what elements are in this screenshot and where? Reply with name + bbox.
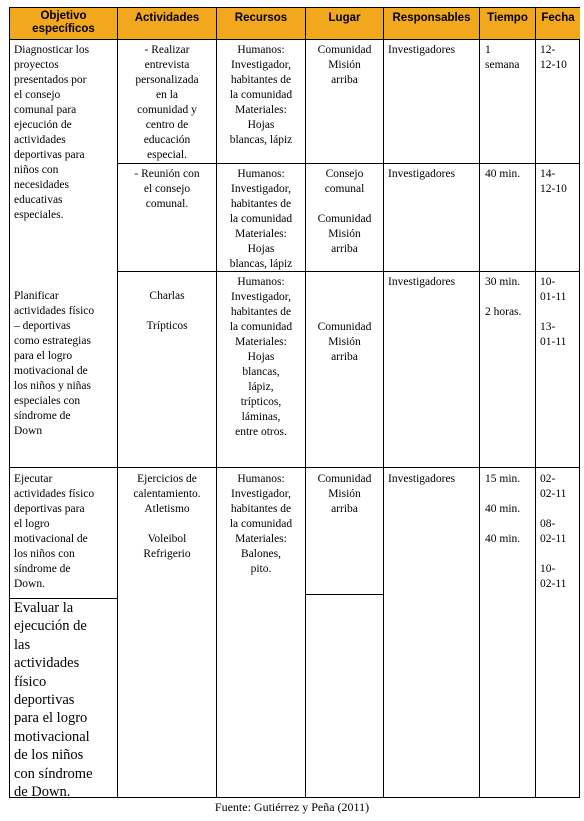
responsables-cell-1 <box>384 40 480 164</box>
recursos-cell-3 <box>217 272 306 468</box>
responsables-4: Investigadores <box>388 473 456 485</box>
responsables-cell-4 <box>384 468 480 798</box>
tiempo-4: 15 min. 40 min. 40 min. <box>485 473 521 545</box>
fecha-2: 14- 12-10 <box>540 168 567 195</box>
tiempo-cell-2 <box>480 164 536 272</box>
tiempo-cell-3 <box>480 272 536 468</box>
lugar-cell-4 <box>306 468 384 595</box>
responsables-2: Investigadores <box>388 168 456 180</box>
lugar-2: Consejo comunal Comunidad Misión arriba <box>317 168 372 255</box>
recursos-cell-2 <box>217 164 306 272</box>
lugar-cell-2 <box>306 164 384 272</box>
header-responsables-text: Responsables <box>392 12 471 24</box>
actividad-cell-1 <box>118 40 217 164</box>
lugar-cell-1 <box>306 40 384 164</box>
objetivo-cell-1 <box>10 40 118 468</box>
header-recursos <box>217 8 306 40</box>
objetivo-ejecutar: Ejecutar actividades físico deportivas para el logro motivacional de los niños con síndrome de Down. <box>14 473 95 590</box>
lugar-3: Comunidad Misión arriba <box>317 321 372 363</box>
header-lugar <box>306 8 384 40</box>
tiempo-3: 30 min. 2 horas. <box>485 276 522 318</box>
actividad-cell-2 <box>118 164 217 272</box>
tiempo-2: 40 min. <box>485 168 521 180</box>
responsables-3: Investigadores <box>388 276 456 288</box>
header-responsables <box>384 8 480 40</box>
responsables-cell-3 <box>384 272 480 468</box>
header-fecha-text: Fecha <box>541 12 575 24</box>
responsables-cell-2 <box>384 164 480 272</box>
objetivo-planificar: Planificar actividades físico – deportivas como estrategias para el logro motivacional de los niños y niñas especiales con síndrome de Down <box>14 290 95 437</box>
tiempo-cell-1 <box>480 40 536 164</box>
planning-table <box>9 7 580 801</box>
tiempo-1: 1 semana <box>485 44 520 71</box>
source-caption: Fuente: Gutiérrez y Peña (2011) <box>214 800 370 814</box>
actividad-2: - Reunión con el consejo comunal. <box>134 168 200 210</box>
actividad-cell-4 <box>118 468 217 798</box>
header-actividades <box>118 8 217 40</box>
recursos-1: Humanos: Investigador, habitantes de la comunidad Materiales: Hojas blancas, lápiz <box>229 44 293 146</box>
actividad-4: Ejercicios de calentamiento. Atletismo Voleibol Refrigerio <box>133 473 201 560</box>
recursos-4: Humanos: Investigador, habitantes de la comunidad Materiales: Balones, pito. <box>229 473 293 575</box>
header-lugar-text: Lugar <box>328 12 361 24</box>
fecha-3: 10- 01-11 13- 01-11 <box>540 276 567 348</box>
fecha-cell-2 <box>536 164 580 272</box>
recursos-2: Humanos: Investigador, habitantes de la comunidad Materiales: Hojas blancas, lápiz <box>229 168 293 270</box>
lugar-1: Comunidad Misión arriba <box>317 44 372 86</box>
objetivo-diagnosticar: Diagnosticar los proyectos presentados por el consejo comunal para ejecución de actividades deportivas para niños con necesidades educativas especiales. <box>14 44 90 221</box>
fecha-1: 12- 12-10 <box>540 44 567 71</box>
objetivo-cell-2 <box>10 468 118 599</box>
header-recursos-text: Recursos <box>234 12 288 24</box>
objetivo-cell-3 <box>10 599 118 801</box>
fecha-cell-4 <box>536 468 580 798</box>
header-actividades-text: Actividades <box>134 12 200 24</box>
lugar-4: Comunidad Misión arriba <box>317 473 372 515</box>
header-objetivos-text: Objetivo específicos <box>32 10 95 35</box>
fecha-cell-1 <box>536 40 580 164</box>
header-fecha <box>536 8 580 40</box>
objetivo-evaluar: Evaluar la ejecución de las actividades físico deportivas para el logro motivacional de los niños con síndrome de Down. <box>14 600 93 801</box>
actividad-3: Charlas Trípticos <box>146 290 188 332</box>
lugar-cell-3 <box>306 272 384 468</box>
fecha-4: 02- 02-11 08- 02-11 10- 02-11 <box>540 473 567 590</box>
recursos-cell-1 <box>217 40 306 164</box>
responsables-1: Investigadores <box>388 44 456 56</box>
header-objetivos <box>10 8 118 40</box>
header-tiempo-text: Tiempo <box>487 12 528 24</box>
actividad-1: - Realizar entrevista personalizada en la comunidad y centro de educación especial. <box>135 44 199 161</box>
lugar-cell-5 <box>306 595 384 798</box>
recursos-cell-4 <box>217 468 306 798</box>
fecha-cell-3 <box>536 272 580 468</box>
header-tiempo <box>480 8 536 40</box>
recursos-3: Humanos: Investigador, habitantes de la comunidad Materiales: Hojas blancas, lápiz, trípticos, láminas, entre otros. <box>229 276 293 438</box>
actividad-cell-3 <box>118 272 217 468</box>
tiempo-cell-4 <box>480 468 536 798</box>
